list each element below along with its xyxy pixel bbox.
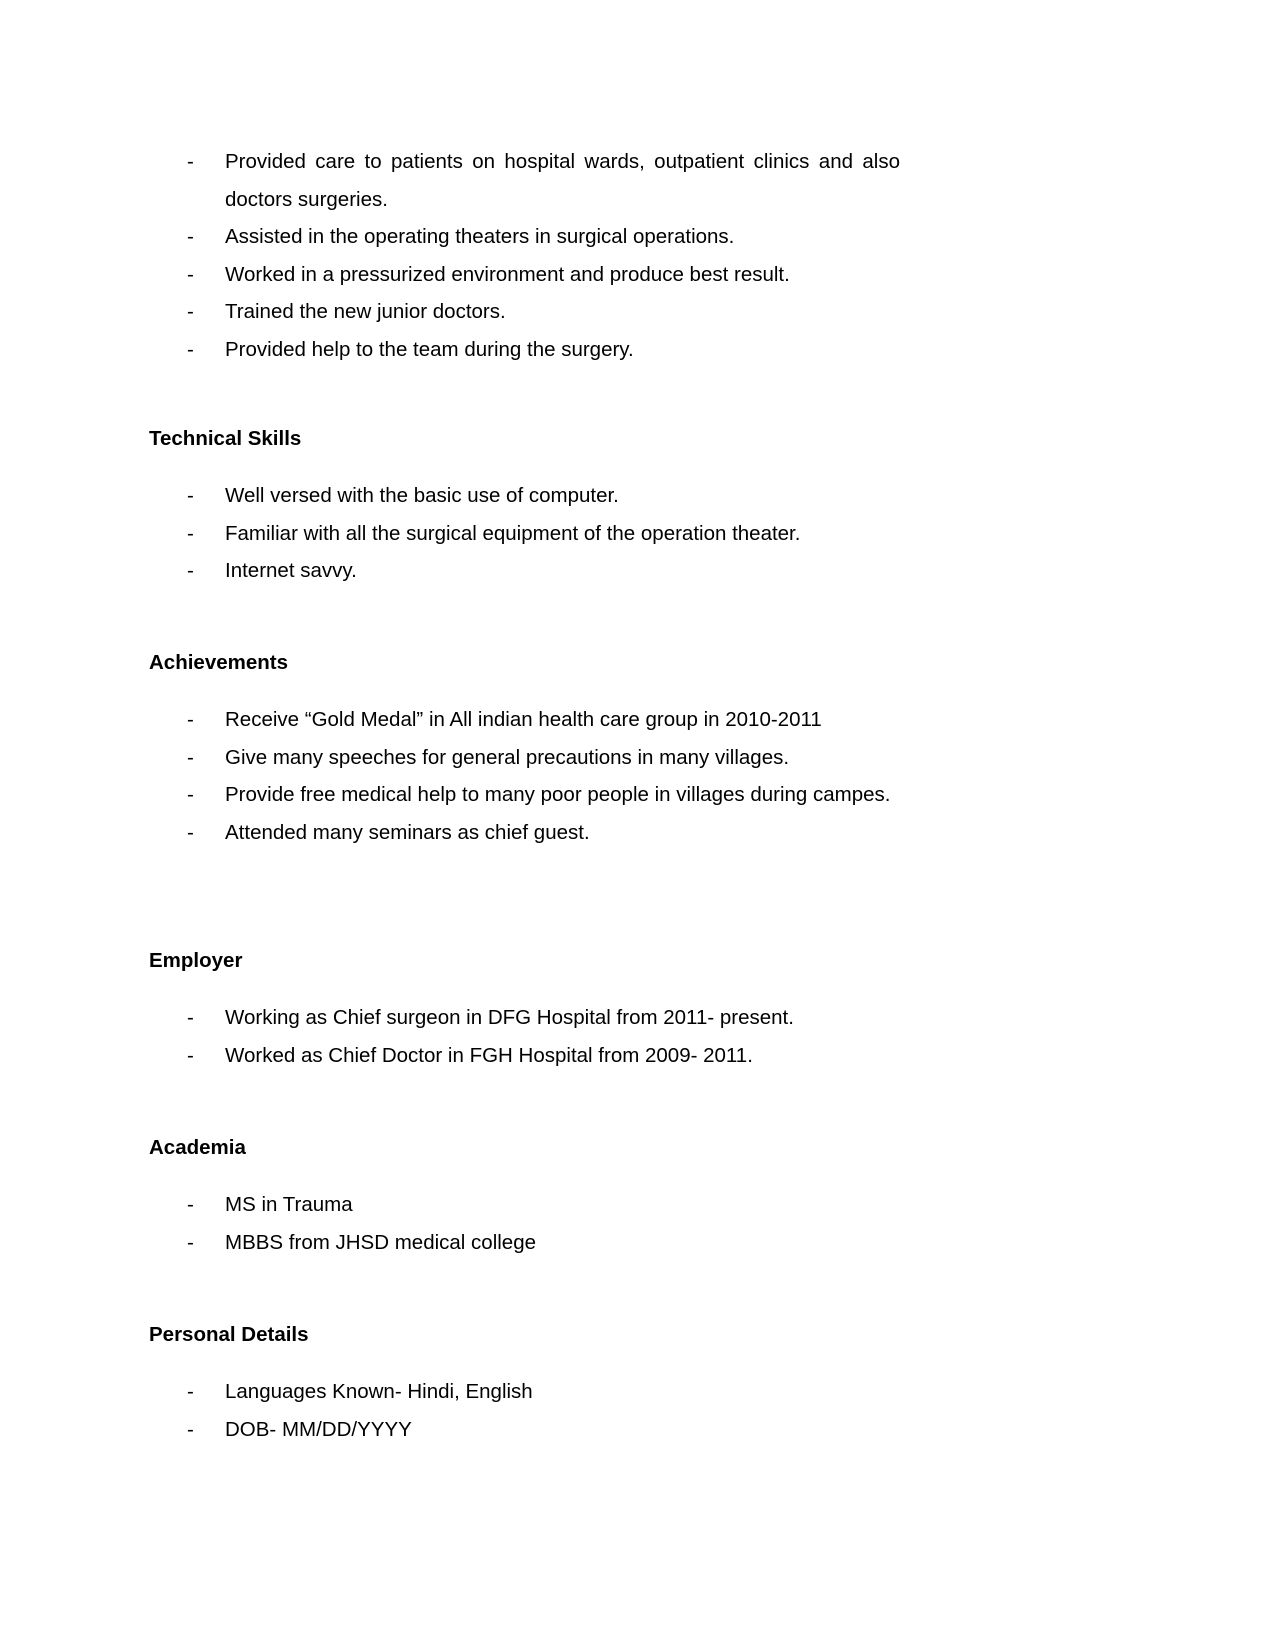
list-item bbox=[187, 999, 900, 1037]
bullet-dash: - bbox=[187, 225, 194, 248]
list-item bbox=[187, 1224, 900, 1262]
list-item-text: Worked in a pressurized environment and produce best result. bbox=[225, 262, 790, 286]
bullet-dash: - bbox=[187, 300, 194, 323]
bullet-dash: - bbox=[187, 559, 194, 582]
bullet-dash: - bbox=[187, 1043, 194, 1067]
list-item-text: Languages Known- Hindi, English bbox=[225, 1380, 533, 1403]
employer-heading: Employer bbox=[149, 949, 243, 972]
list-item bbox=[187, 701, 900, 739]
list-item-text: Trained the new junior doctors. bbox=[225, 300, 506, 323]
technical-skills-heading: Technical Skills bbox=[149, 427, 302, 450]
list-item bbox=[187, 293, 900, 331]
list-item-text: Well versed with the basic use of computer. bbox=[225, 484, 619, 507]
list-item bbox=[187, 814, 900, 852]
list-item bbox=[187, 331, 900, 369]
list-item-text: MS in Trauma bbox=[225, 1193, 353, 1216]
bullet-dash: - bbox=[187, 745, 194, 769]
bullet-dash: - bbox=[187, 708, 194, 731]
list-item-text: Worked as Chief Doctor in FGH Hospital from 2009- 2011. bbox=[225, 1043, 753, 1067]
achievements-list bbox=[187, 701, 900, 851]
academia-heading: Academia bbox=[149, 1136, 246, 1159]
bullet-dash: - bbox=[187, 1230, 194, 1254]
bullet-dash: - bbox=[187, 1417, 194, 1441]
list-item-text: Internet savvy. bbox=[225, 559, 357, 582]
bullet-dash: - bbox=[187, 783, 194, 806]
list-item bbox=[187, 1411, 900, 1449]
list-item-text: Provided care to patients on hospital wards, outpatient clinics and also doctors surgeries. bbox=[225, 150, 900, 211]
bullet-dash: - bbox=[187, 150, 194, 173]
bullet-dash: - bbox=[187, 484, 194, 507]
list-item-text: Attended many seminars as chief guest. bbox=[225, 820, 590, 844]
employer-list bbox=[187, 999, 900, 1074]
list-item-text: Provide free medical help to many poor people in villages during campes. bbox=[225, 783, 891, 806]
list-item bbox=[187, 1037, 900, 1075]
experience-duties-list bbox=[187, 143, 900, 368]
academia-list bbox=[187, 1186, 900, 1261]
list-item-text: Receive “Gold Medal” in All indian health care group in 2010-2011 bbox=[225, 708, 822, 731]
personal-details-heading: Personal Details bbox=[149, 1323, 309, 1346]
list-item bbox=[187, 143, 900, 218]
technical-skills-list bbox=[187, 477, 900, 590]
list-item bbox=[187, 739, 900, 777]
list-item-text: Give many speeches for general precautions in many villages. bbox=[225, 745, 790, 769]
list-item-text: Working as Chief surgeon in DFG Hospital from 2011- present. bbox=[225, 1006, 794, 1029]
list-item bbox=[187, 776, 900, 814]
list-item bbox=[187, 552, 900, 590]
bullet-dash: - bbox=[187, 1193, 194, 1216]
list-item-text: Assisted in the operating theaters in surgical operations. bbox=[225, 225, 735, 248]
list-item-text: MBBS from JHSD medical college bbox=[225, 1230, 537, 1254]
list-item-text: DOB- MM/DD/YYYY bbox=[225, 1417, 412, 1441]
list-item bbox=[187, 477, 900, 515]
bullet-dash: - bbox=[187, 1006, 194, 1029]
personal-details-list bbox=[187, 1373, 900, 1448]
list-item bbox=[187, 1373, 900, 1411]
bullet-dash: - bbox=[187, 521, 194, 545]
bullet-dash: - bbox=[187, 262, 194, 286]
list-item bbox=[187, 1186, 900, 1224]
list-item-text: Familiar with all the surgical equipment of the operation theater. bbox=[225, 521, 801, 545]
achievements-heading: Achievements bbox=[149, 651, 289, 674]
bullet-dash: - bbox=[187, 337, 194, 361]
list-item bbox=[187, 218, 900, 256]
list-item bbox=[187, 515, 900, 553]
list-item-text: Provided help to the team during the surgery. bbox=[225, 337, 634, 361]
bullet-dash: - bbox=[187, 820, 194, 844]
list-item bbox=[187, 256, 900, 294]
bullet-dash: - bbox=[187, 1380, 194, 1403]
